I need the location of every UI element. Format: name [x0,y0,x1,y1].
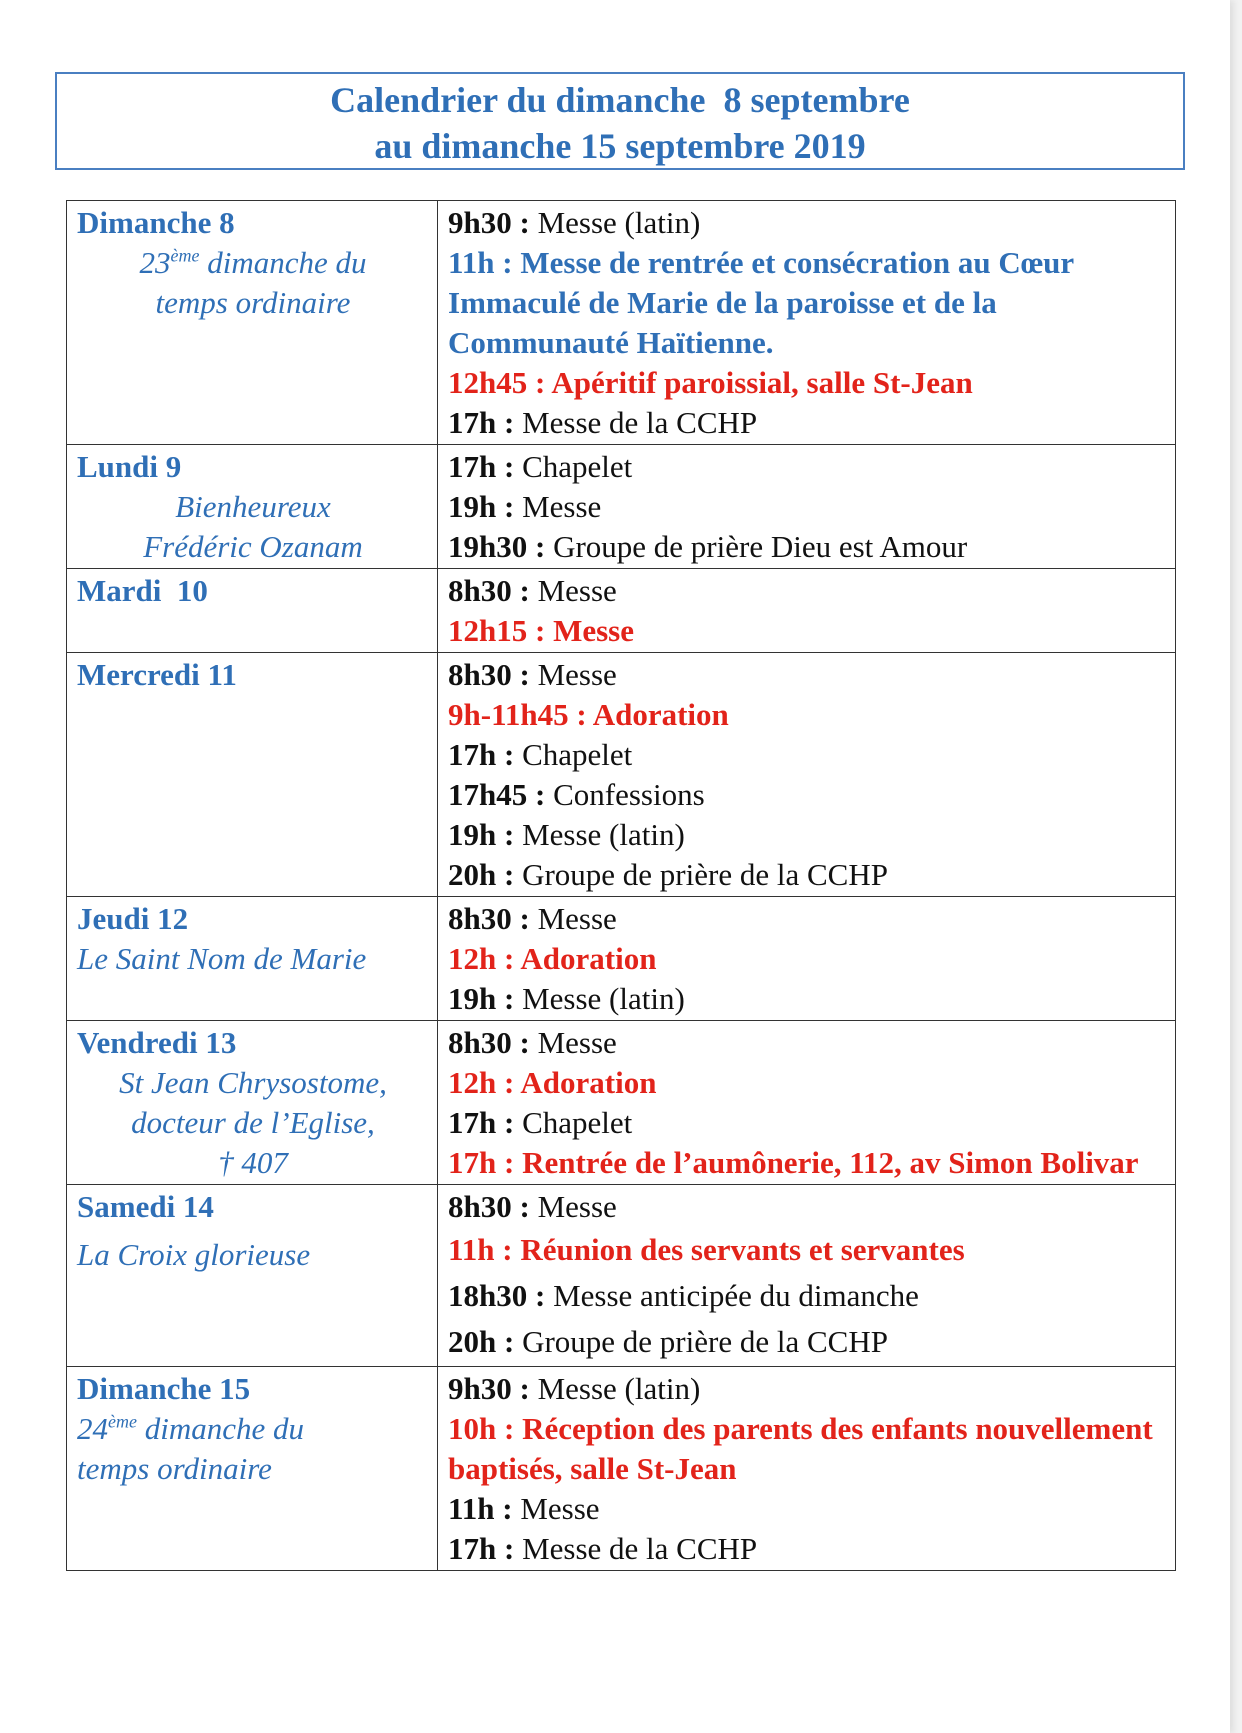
table-row-samedi-14 [67,1185,1176,1367]
event-time: 12h15 : [448,613,546,648]
table-row-jeudi-12 [67,897,1176,1021]
event-item [448,1489,1167,1529]
feast-label [77,1409,429,1449]
event-description: Messe de la CCHP [514,1531,758,1566]
day-name: Vendredi 13 [77,1025,237,1060]
event-description: Adoration [514,1065,657,1100]
event-time: 8h30 : [448,901,530,936]
events-cell [438,445,1176,569]
event-item [448,447,1167,487]
event-time: 11h : [448,245,513,280]
day-name: Lundi 9 [77,449,182,484]
day-name: Mardi 10 [77,573,208,608]
event-item [448,203,1167,243]
events-cell [438,569,1176,653]
event-time: 12h : [448,1065,515,1100]
event-description: Chapelet [514,1105,633,1140]
day-name: Mercredi 11 [77,657,237,692]
event-description: Messe [529,1025,617,1060]
title-line-2: au dimanche 15 septembre 2019 [374,126,866,166]
event-item [448,1143,1167,1183]
title-box [55,72,1185,170]
event-time: 20h : [448,857,515,892]
day-cell [67,1185,438,1367]
event-item [448,571,1167,611]
event-time: 17h : [448,449,515,484]
day-name: Samedi 14 [77,1189,214,1224]
event-time: 19h : [448,817,515,852]
feast-label: La Croix glorieuse [77,1237,311,1272]
event-time: 8h30 : [448,1025,530,1060]
event-time: 19h30 : [448,529,546,564]
event-item [448,1063,1167,1103]
event-item [448,1187,1167,1227]
feast-label-line-2: temps ordinaire [155,285,351,320]
feast-superscript: ème [108,1411,137,1432]
event-item [448,899,1167,939]
events-cell [438,897,1176,1021]
event-description: Messe de la CCHP [514,405,758,440]
event-item [448,735,1167,775]
event-item [448,939,1167,979]
event-time: 12h45 : [448,365,546,400]
event-time: 11h : [448,1491,513,1526]
events-cell [438,1021,1176,1185]
event-time: 9h-11h45 : [448,697,587,732]
event-description: Messe [514,489,602,524]
event-time: 8h30 : [448,1189,530,1224]
event-description: Groupe de prière Dieu est Amour [545,529,968,564]
event-description: Messe (latin) [514,817,685,852]
event-description: Messe [529,573,617,608]
event-item [448,855,1167,895]
event-description: Messe de rentrée et consécration au Cœur Immaculé de Marie de la paroisse et de la Communauté Haïtienne. [448,245,1074,360]
event-item [448,1103,1167,1143]
event-time: 17h : [448,1145,515,1180]
event-time: 19h : [448,489,515,524]
events-cell [438,1185,1176,1367]
event-item [448,979,1167,1019]
event-description: Messe [529,657,617,692]
event-item [448,1369,1167,1409]
event-description: Messe [529,901,617,936]
day-cell [67,445,438,569]
events-cell [438,653,1176,897]
feast-label-line-3: † 407 [218,1145,288,1180]
day-name: Dimanche 8 [77,205,235,240]
event-description: Groupe de prière de la CCHP [514,1324,888,1359]
event-time: 17h : [448,1105,515,1140]
events-cell [438,1367,1176,1571]
day-cell [67,201,438,445]
event-time: 17h : [448,405,515,440]
event-description: Messe [512,1491,600,1526]
event-item [448,1023,1167,1063]
event-description: Réunion des servants et servantes [512,1232,965,1267]
event-item [448,527,1167,567]
event-time: 20h : [448,1324,515,1359]
day-cell [67,1021,438,1185]
table-row-lundi-9 [67,445,1176,569]
event-item [448,1529,1167,1569]
event-time: 9h30 : [448,205,530,240]
title-line-1: Calendrier du dimanche 8 septembre [330,80,910,120]
event-time: 19h : [448,981,515,1016]
event-description: Messe [545,613,634,648]
feast-label-line-2: Frédéric Ozanam [143,529,363,564]
event-description: Messe (latin) [529,1371,701,1406]
event-description: Messe (latin) [514,981,685,1016]
event-item [448,1409,1167,1489]
event-item [448,1319,1167,1365]
day-cell [67,1367,438,1571]
feast-label: St Jean Chrysostome, [119,1065,387,1100]
event-description: Adoration [514,941,657,976]
event-time: 17h : [448,1531,515,1566]
event-description: Messe [529,1189,617,1224]
feast-label: Bienheureux [175,489,331,524]
table-row-vendredi-13 [67,1021,1176,1185]
feast-text: dimanche du [136,1411,305,1446]
feast-label-line-2: temps ordinaire [77,1451,272,1486]
day-name: Dimanche 15 [77,1371,251,1406]
feast-label-line-2: docteur de l’Eglise, [131,1105,375,1140]
event-time: 9h30 : [448,1371,530,1406]
event-time: 10h : [448,1411,515,1446]
table-row-mercredi-11 [67,653,1176,897]
event-time: 18h30 : [448,1278,546,1313]
event-item [448,487,1167,527]
event-item [448,403,1167,443]
day-cell [67,569,438,653]
event-item [448,611,1167,651]
event-description: Apéritif paroissial, salle St-Jean [545,365,973,400]
event-description: Groupe de prière de la CCHP [514,857,888,892]
event-description: Chapelet [514,449,633,484]
event-item [448,363,1167,403]
event-time: 8h30 : [448,657,530,692]
feast-ordinal: 23 [139,245,171,280]
event-item [448,775,1167,815]
table-row-dimanche-15 [67,1367,1176,1571]
event-description: Réception des parents des enfants nouvellement baptisés, salle St-Jean [448,1411,1153,1486]
feast-superscript: ème [170,245,200,266]
feast-text: dimanche du [199,245,367,280]
event-description: Rentrée de l’aumônerie, 112, av Simon Bolivar [514,1145,1139,1180]
event-description: Adoration [586,697,729,732]
day-cell [67,897,438,1021]
event-item [448,243,1167,363]
table-row-mardi-10 [67,569,1176,653]
event-time: 17h : [448,737,515,772]
event-item [448,695,1167,735]
event-time: 17h45 : [448,777,546,812]
event-item [448,1227,1167,1273]
day-cell [67,653,438,897]
event-item [448,815,1167,855]
event-description: Chapelet [514,737,633,772]
event-time: 8h30 : [448,573,530,608]
feast-label: Le Saint Nom de Marie [77,941,367,976]
event-time: 12h : [448,941,515,976]
event-time: 11h : [448,1232,513,1267]
event-item [448,655,1167,695]
feast-label [77,243,429,283]
event-item [448,1273,1167,1319]
feast-ordinal: 24 [77,1411,108,1446]
schedule-table [66,200,1176,1571]
event-description: Messe anticipée du dimanche [545,1278,919,1313]
event-description: Messe (latin) [529,205,701,240]
event-description: Confessions [545,777,705,812]
table-row-dimanche-8 [67,201,1176,445]
events-cell [438,201,1176,445]
day-name: Jeudi 12 [77,901,189,936]
